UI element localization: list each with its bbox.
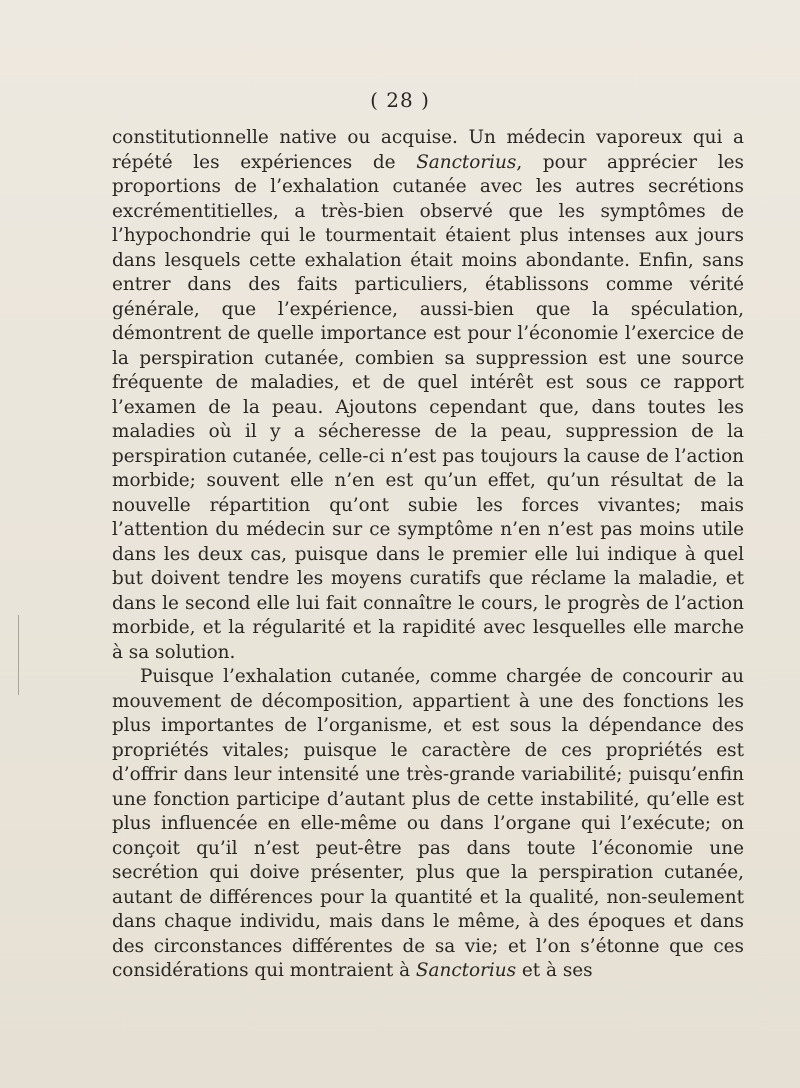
paragraph-1 — [112, 126, 744, 665]
text-run: constitutionnelle native ou acquise. Un médecin vaporeux qui a répété les expériences de — [112, 127, 744, 173]
text-run-italic: Sanctorius — [415, 960, 517, 981]
text-run: Puisque l’exhalation cutanée, comme chargée de concourir au mouvement de décomposition, appartient à une des fonctions les plus importantes de l’organisme, et est sous la dépendance des propriétés vitales; puisque le caractère de ces propriétés est d’offrir dans leur intensité une très-grande variabilité; puisqu’enfin une fonction participe d’autant plus de cette instabilité, qu’elle est plus influencée en elle-même ou dans l’organe qui l’exécute; on conçoit qu’il n’est peut-être pas dans toute l’économie une secrétion qui doive présenter, plus que la perspiration cutanée, autant de différences pour la quantité et la qualité, non-seulement dans chaque individu, mais dans le même, à des époques et dans des circonstances différentes de sa vie; et l’on s’étonne que ces considérations qui montraient à — [112, 666, 744, 981]
text-run: , pour apprécier les proportions de l’exhalation cutanée avec les autres secrétions excrémentitielles, a très-bien observé que les symptômes de l’hypochondrie qui le tourmentait étaient plus intenses aux jours dans lesquels cette exhalation était moins abondante. Enfin, sans entrer dans des faits particuliers, établissons comme vérité générale, que l’expérience, aussi-bien que la spéculation, démontrent de quelle importance est pour l’économie l’exercice de la perspiration cutanée, combien sa suppression est une source fréquente de maladies, et de quel intérêt est sous ce rapport l’examen de la peau. Ajoutons cependant que, dans toutes les maladies où il y a sécheresse de la peau, suppression de la perspiration cutanée, celle-ci n’est pas toujours la cause de l’action morbide; souvent elle n’en est qu’un effet, qu’un résultat de la nouvelle répartition qu’ont subie les forces vivantes; mais l’attention du médecin sur ce symptôme n’en n’est pas moins utile dans les deux cas, puisque dans le premier elle lui indique à quel but doivent tendre les moyens curatifs que réclame la maladie, et dans le second elle lui fait connaître le cours, le progrès de l’action morbide, et la régularité et la rapidité avec lesquelles elle marche à sa solution. — [112, 151, 745, 663]
text-body — [112, 126, 744, 984]
margin-mark — [18, 615, 29, 695]
text-run-italic: Sanctorius — [416, 151, 517, 173]
paragraph-2 — [112, 665, 744, 984]
text-run: et à ses — [516, 960, 593, 981]
page-number: ( 28 ) — [370, 88, 430, 112]
